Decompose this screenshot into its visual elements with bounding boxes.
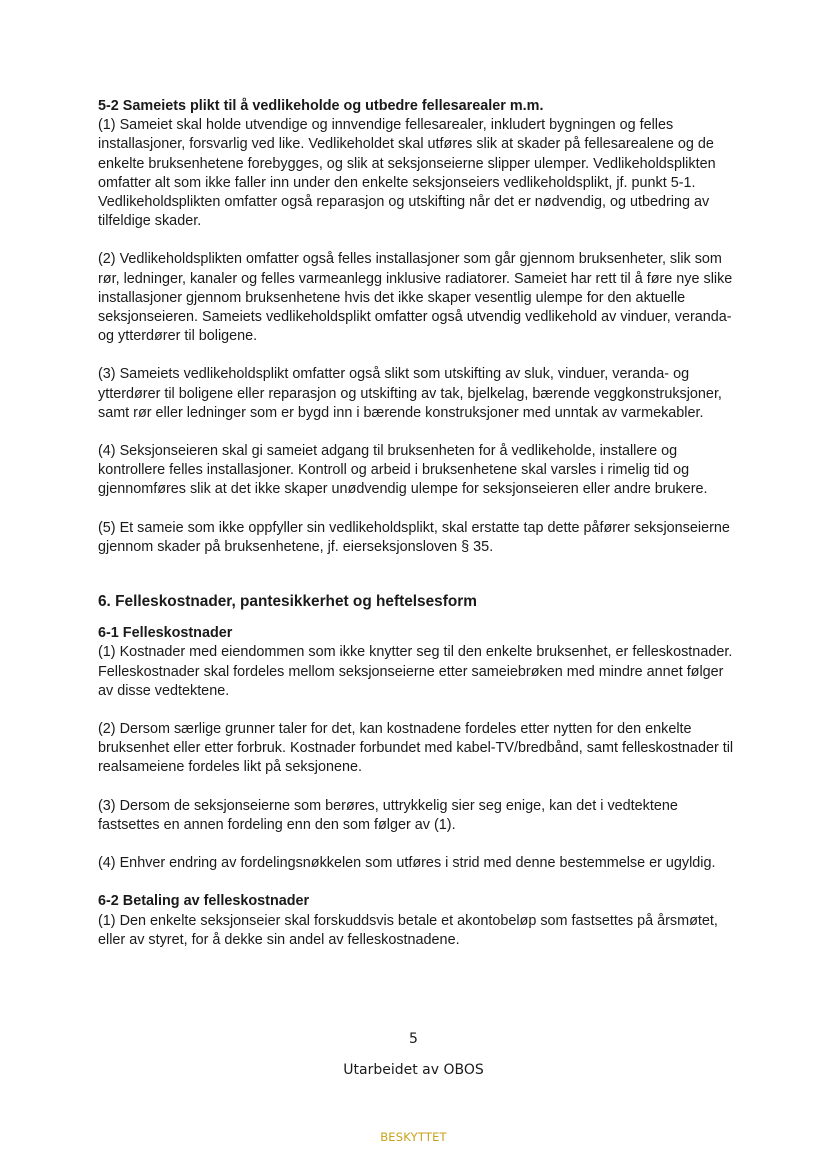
- paragraph-5-2-5: (5) Et sameie som ikke oppfyller sin vedlikeholdsplikt, skal erstatte tap dette påfører seksjonseierne gjennom skader på bruksenhetene, jf. eierseksjonsloven § 35.: [98, 519, 730, 555]
- paragraph-6-2-1: (1) Den enkelte seksjonseier skal forskuddsvis betale et akontobeløp som fastsettes på årsmøtet, eller av styret, for å dekke sin andel av felleskostnadene.: [98, 912, 718, 948]
- paragraph-6-1-4: (4) Enhver endring av fordelingsnøkkelen som utføres i strid med denne bestemmelse er ugyldig.: [98, 855, 716, 872]
- paragraph-6-1-2: (2) Dersom særlige grunner taler for det, kan kostnadene fordeles etter nytten for den enkelte bruksenhet eller etter forbruk. Kostnader forbundet med kabel-TV/bredbånd, samt felleskostnader til realsameiene fordeles likt på seksjonene.: [98, 721, 734, 776]
- paragraph-6-1-1: (1) Kostnader med eiendommen som ikke knytter seg til den enkelte bruksenhet, er felleskostnader. Felleskostnader skal fordeles mellom seksjonseierne etter sameiebrøken med mindre annet følger av disse vedtektene.: [98, 644, 733, 699]
- classification-label: BESKYTTET: [380, 1130, 447, 1144]
- section-title-6: 6. Felleskostnader, pantesikkerhet og heftelsesform: [98, 593, 477, 611]
- paragraph-5-2-1: (1) Sameiet skal holde utvendige og innvendige fellesarealer, inkludert bygningen og felles installasjoner, forsvarlig ved like. Vedlikeholdet skal utføres slik at skader på fellesarealene og de enkelte bruksenhetene forebygges, og slik at seksjonseierne slipper ulemper. Vedlikeholdsplikten omfatter alt som ikke faller inn under den enkelte seksjonseiers vedlikeholdsplikt, jf. punkt 5-1. Vedlikeholdsplikten omfatter også reparasjon og utskifting når det er nødvendig, og utbedring av tilfeldige skader.: [98, 117, 716, 230]
- section-6-1: [98, 624, 738, 873]
- paragraph-5-2-2: (2) Vedlikeholdsplikten omfatter også felles installasjoner som går gjennom bruksenheter, slik som rør, ledninger, kanaler og felles varmeanlegg inklusive radiatorer. Sameiet har rett til å føre nye slike installasjoner gjennom bruksenhetene hvis det ikke skaper vesentlig ulempe for den aktuelle seksjonseieren. Sameiets vedlikeholdsplikt omfatter også utvendig vedlikehold av vinduer, veranda- og ytterdører til boligene.: [98, 251, 733, 345]
- paragraph-5-2-3: (3) Sameiets vedlikeholdsplikt omfatter også slikt som utskifting av sluk, vinduer, veranda- og ytterdører til boligene eller reparasjon og utskifting av tak, bjelkelag, bærende veggkonstruksjoner, samt rør eller ledninger som er bygd inn i bærende konstruksjoner med unntak av varmekabler.: [98, 366, 722, 421]
- section-heading-6-2: 6-2 Betaling av felleskostnader: [98, 893, 310, 910]
- paragraph-6-1-3: (3) Dersom de seksjonseierne som berøres, uttrykkelig sier seg enige, kan det i vedtektene fastsettes en annen fordeling enn den som følger av (1).: [98, 797, 678, 833]
- section-heading-5-2: 5-2 Sameiets plikt til å vedlikeholde og utbedre fellesarealer m.m.: [98, 98, 544, 114]
- paragraph-5-2-4: (4) Seksjonseieren skal gi sameiet adgang til bruksenheten for å vedlikeholde, installere og kontrollere felles installasjoner. Kontroll og arbeid i bruksenhetene skal varsles i rimelig tid og gjennomføres slik at det ikke skaper unødvendig ulempe for seksjonseieren eller andre brukere.: [98, 443, 708, 498]
- document-body: [98, 97, 738, 950]
- section-6-2: [98, 892, 738, 950]
- section-5-2: [98, 97, 738, 557]
- section-heading-6-1: 6-1 Felleskostnader: [98, 625, 233, 642]
- footer-prepared-by: Utarbeidet av OBOS: [343, 1062, 484, 1078]
- page-number: 5: [409, 1031, 418, 1047]
